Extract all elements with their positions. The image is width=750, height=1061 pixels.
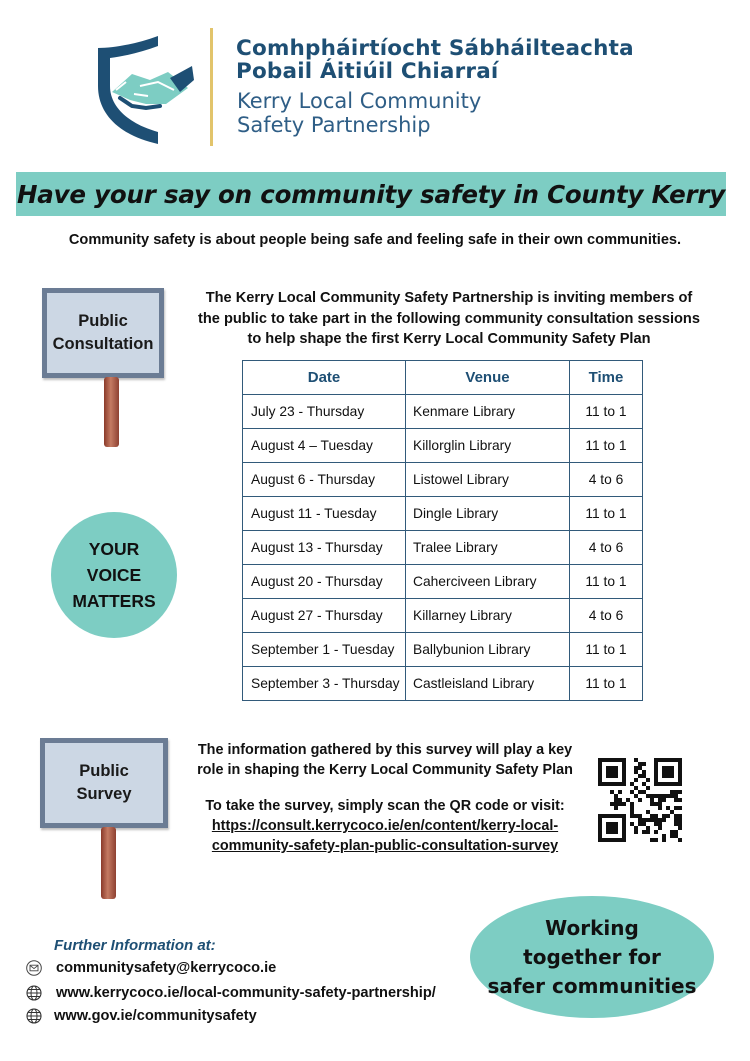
sign-post <box>104 377 119 447</box>
working-together-circle <box>470 896 714 1018</box>
survey-link-line2: community-safety-plan-public-consultation-survey <box>211 838 559 854</box>
session-date: September 1 - Tuesday <box>243 633 406 667</box>
org-name-irish-line2: Pobail Áitiúil Chiarraí <box>236 59 499 84</box>
table-row <box>243 395 643 429</box>
session-time: 11 to 1 <box>570 565 643 599</box>
contact-website-partnership[interactable]: www.kerrycoco.ie/local-community-safety-partnership/ <box>56 985 436 1001</box>
session-venue: Castleisland Library <box>406 667 570 701</box>
invitation-line2: the public to take part in the following community consultation sessions <box>198 310 700 327</box>
session-date: July 23 - Thursday <box>243 395 406 429</box>
table-row <box>243 633 643 667</box>
session-venue: Dingle Library <box>406 497 570 531</box>
invitation-paragraph <box>184 288 714 350</box>
header-time: Time <box>570 361 643 395</box>
survey-paragraph <box>180 740 590 856</box>
consultation-sessions-table <box>242 360 643 701</box>
session-date: August 11 - Tuesday <box>243 497 406 531</box>
invitation-line3: to help shape the first Kerry Local Community Safety Plan <box>247 331 651 347</box>
session-time: 11 to 1 <box>570 429 643 463</box>
table-row <box>243 497 643 531</box>
sign-text-line2: Consultation <box>52 335 154 353</box>
further-information-heading: Further Information at: <box>54 937 216 954</box>
session-time: 4 to 6 <box>570 531 643 565</box>
working-line1: Working <box>545 915 639 940</box>
session-date: August 27 - Thursday <box>243 599 406 633</box>
header-venue: Venue <box>406 361 570 395</box>
survey-line3: To take the survey, simply scan the QR code or visit: <box>205 798 565 814</box>
org-name-irish-line1: Comhpháirtíocht Sábháilteachta <box>236 36 634 61</box>
session-venue: Killarney Library <box>406 599 570 633</box>
session-venue: Listowel Library <box>406 463 570 497</box>
table-row <box>243 531 643 565</box>
session-time: 11 to 1 <box>570 395 643 429</box>
survey-line2: role in shaping the Kerry Local Community Safety Plan <box>197 762 573 778</box>
voice-line1: YOUR <box>88 539 140 559</box>
globe-icon <box>26 985 42 1001</box>
session-venue: Ballybunion Library <box>406 633 570 667</box>
survey-link-line1: https://consult.kerrycoco.ie/en/content/kerry-local- <box>211 818 559 834</box>
session-date: August 6 - Thursday <box>243 463 406 497</box>
survey-link[interactable] <box>212 816 558 856</box>
header-date: Date <box>243 361 406 395</box>
contact-email[interactable]: communitysafety@kerrycoco.ie <box>56 960 277 976</box>
session-venue: Kenmare Library <box>406 395 570 429</box>
contact-website-gov[interactable]: www.gov.ie/communitysafety <box>54 1008 257 1024</box>
session-date: August 20 - Thursday <box>243 565 406 599</box>
session-time: 4 to 6 <box>570 463 643 497</box>
public-consultation-sign <box>42 288 164 378</box>
session-date: September 3 - Thursday <box>243 667 406 701</box>
session-date: August 13 - Thursday <box>243 531 406 565</box>
session-time: 11 to 1 <box>570 497 643 531</box>
working-line3: safer communities <box>487 973 697 998</box>
session-venue: Killorglin Library <box>406 429 570 463</box>
public-survey-sign <box>40 738 168 828</box>
invitation-line1: The Kerry Local Community Safety Partnership is inviting members of <box>205 290 693 306</box>
globe-icon <box>26 1008 42 1024</box>
table-row <box>243 599 643 633</box>
headline-banner <box>16 172 726 216</box>
session-venue: Tralee Library <box>406 531 570 565</box>
table-row <box>243 667 643 701</box>
sign-text-line2: Survey <box>76 785 132 803</box>
org-name-english-line1: Kerry Local Community <box>237 89 482 113</box>
survey-line1: The information gathered by this survey will play a key <box>197 742 573 758</box>
table-row <box>243 429 643 463</box>
intro-statement: Community safety is about people being safe and feeling safe in their own communities. <box>68 232 682 248</box>
session-time: 4 to 6 <box>570 599 643 633</box>
logo-shield-handshake-icon <box>96 34 196 146</box>
sign-post <box>101 827 116 899</box>
org-name-english-line2: Safety Partnership <box>237 113 431 137</box>
table-row <box>243 565 643 599</box>
table-header-row <box>243 361 643 395</box>
logo-divider <box>210 28 213 146</box>
envelope-icon <box>26 960 42 976</box>
voice-line2: VOICE <box>86 565 142 585</box>
working-line2: together for <box>523 944 661 969</box>
your-voice-matters-circle <box>51 512 177 638</box>
sign-text-line1: Public <box>79 762 129 780</box>
table-row <box>243 463 643 497</box>
voice-line3: MATTERS <box>72 591 156 611</box>
session-venue: Caherciveen Library <box>406 565 570 599</box>
session-time: 11 to 1 <box>570 633 643 667</box>
qr-code-icon[interactable] <box>598 758 682 842</box>
session-time: 11 to 1 <box>570 667 643 701</box>
headline-title: Have your say on community safety in County Kerry <box>16 179 726 209</box>
sign-text-line1: Public <box>78 312 128 330</box>
session-date: August 4 – Tuesday <box>243 429 406 463</box>
